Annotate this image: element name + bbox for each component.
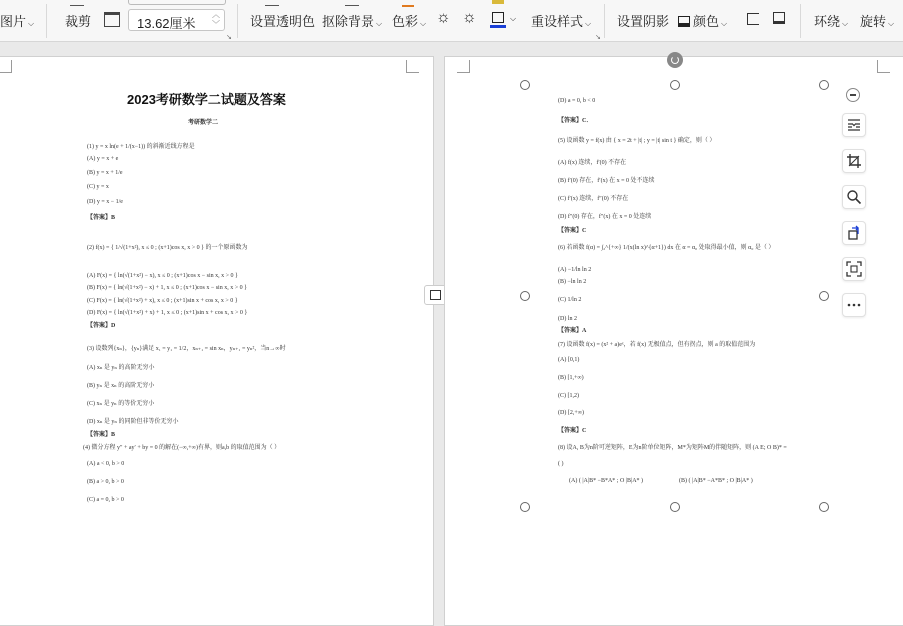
- option-line: (A) [0,1): [558, 357, 580, 363]
- question-line: (2) f(x) = { 1/√(1+x²), x ≤ 0 ; (x+1)cos x, x > 0 } 的一个原函数为: [87, 245, 248, 251]
- set-shadow-button[interactable]: [617, 11, 669, 30]
- resize-handle-s[interactable]: [670, 502, 680, 512]
- zoom-icon: [846, 189, 862, 205]
- page-subtitle: 考研数学二: [188, 120, 219, 126]
- resize-handle-ne[interactable]: [819, 80, 829, 90]
- color-icon-top: [492, 0, 504, 4]
- question-line: (4) 微分方程 y″ + ay′ + by = 0 的解在(−∞,+∞)有界，则a,b 的取值范围为（ ）: [83, 445, 281, 451]
- remove-bg-label: 抠除背景: [322, 14, 375, 29]
- divider: [237, 4, 238, 38]
- option-line: (D) f″(0) 存在，f″(x) 在 x = 0 处连续: [558, 214, 652, 220]
- color-menu[interactable]: [392, 11, 426, 30]
- answer-line: 【答案】D: [87, 323, 116, 329]
- transparent-label: 设置透明色: [250, 14, 316, 29]
- size-value: 13.62厘米: [137, 16, 196, 31]
- option-line: (A) F(x) = { ln(√(1+x²) − x), x ≤ 0 ; (x+1)cos x − sin x, x > 0 }: [87, 273, 238, 279]
- minus-icon: [850, 94, 856, 96]
- chevron-down-icon: ⌵: [842, 19, 849, 28]
- divider: [46, 4, 47, 38]
- wrap-menu[interactable]: [814, 11, 848, 30]
- more-icon: [846, 297, 862, 313]
- option-line: (C) xₙ 是 yₙ 的等价无穷小: [87, 401, 155, 407]
- palette-icon-top: [402, 0, 414, 7]
- answer-line: 【答案】C: [558, 228, 587, 234]
- outline-icon: [492, 12, 504, 23]
- question-line: (7) 设函数 f(x) = (x² + a)eˣ，若 f(x) 无极值点，但有拐点，则 a 的取值范围为: [558, 342, 756, 348]
- screenshot-icon: [846, 261, 862, 277]
- option-line: (C) 1/ln 2: [558, 297, 582, 303]
- chevron-down-icon: ⌵: [28, 19, 35, 28]
- reset-style-button[interactable]: [531, 11, 591, 30]
- question-line: (1) y = x ln(e + 1/(x−1)) 的斜渐近线方程是: [87, 144, 195, 150]
- color-label: 色彩: [392, 14, 419, 29]
- wrap-label: 环绕: [814, 14, 841, 29]
- ribbon-toolbar: [0, 0, 903, 42]
- option-line: (C) F(x) = { ln(√(1+x²) + x), x ≤ 0 ; (x+1)sin x + cos x, x > 0 }: [87, 298, 238, 304]
- rotate-icon: [671, 56, 679, 64]
- resize-handle-w[interactable]: [520, 291, 530, 301]
- option-line: (C) y = x: [87, 184, 109, 190]
- wrap-text-icon: [846, 117, 862, 133]
- crop-icon: [846, 153, 862, 169]
- remove-background-button[interactable]: [322, 11, 382, 30]
- chevron-down-icon: ⌵: [721, 19, 728, 28]
- chevron-down-icon: ⌵: [888, 19, 895, 28]
- resize-handle-se[interactable]: [819, 502, 829, 512]
- option-line: (B) f′(0) 存在，f′(x) 在 x = 0 处不连续: [558, 178, 655, 184]
- option-line: ( ): [558, 461, 564, 467]
- option-line: (D) xₙ 是 yₙ 的同阶但非等价无穷小: [87, 419, 179, 425]
- question-line: (5) 设函数 y = f(x) 由 { x = 2t + |t| ; y = |t| sin t } 确定，则（ ）: [558, 138, 716, 144]
- send-backward-icon[interactable]: [773, 12, 785, 24]
- size-height-icon: [104, 12, 120, 27]
- answer-line: 【答案】C．: [558, 118, 593, 124]
- brightness-down-icon[interactable]: ☼: [462, 9, 477, 26]
- rotate-icon: [846, 225, 862, 241]
- resize-handle-e[interactable]: [819, 291, 829, 301]
- chevron-down-icon: ⌵: [376, 19, 383, 28]
- option-line: (C) [1,2): [558, 393, 579, 399]
- option-line: (B) [1,+∞): [558, 375, 584, 381]
- crop-icon-top: [70, 0, 84, 6]
- option-line: (A) f(x) 连续，f′(0) 不存在: [558, 160, 627, 166]
- answer-line: 【答案】A: [558, 328, 587, 334]
- question-line: (3) 设数列{xₙ}，{yₙ}满足 x₁ = y₁ = 1/2，xₙ₊₁ = sin xₙ，yₙ₊₁ = yₙ²，当n→∞时: [87, 346, 286, 352]
- resize-handle-n[interactable]: [670, 80, 680, 90]
- option-line: (C) a = 0, b > 0: [87, 497, 124, 503]
- page-corner-mark: [877, 60, 890, 73]
- divider: [604, 4, 605, 38]
- fill-color-icon: [678, 16, 690, 27]
- crop-tool-button[interactable]: [842, 149, 866, 173]
- wrap-text-button[interactable]: [842, 113, 866, 137]
- brush-icon-top: [265, 0, 279, 6]
- resize-icon-top: [128, 0, 226, 5]
- option-line: (C) f′(x) 连续，f″(0) 不存在: [558, 196, 629, 202]
- rotate-menu[interactable]: [860, 11, 894, 30]
- more-button[interactable]: [842, 293, 866, 317]
- crop-label: 裁剪: [65, 14, 92, 29]
- fill-color-menu[interactable]: [678, 11, 727, 30]
- eraser-icon-top: [345, 0, 359, 6]
- option-line: (D) [2,+∞): [558, 410, 584, 416]
- reset-style-label: 重设样式: [531, 14, 584, 29]
- option-line: (D) y = x − 1/e: [87, 199, 123, 205]
- chevron-down-icon: ⌵: [510, 14, 517, 23]
- chevron-down-icon: ⌵: [585, 19, 592, 28]
- dialog-launcher-icon[interactable]: ↘: [226, 34, 232, 41]
- zoom-button[interactable]: [842, 185, 866, 209]
- answer-line: 【答案】B: [87, 432, 116, 438]
- brightness-up-icon[interactable]: ☼: [436, 9, 451, 26]
- dialog-launcher-icon[interactable]: ↘: [595, 34, 601, 41]
- question-line: (6) 若函数 f(α) = ∫₂^{+∞} 1/(x(ln x)^{α+1}) dx 在 α = α₀ 处取得最小值，则 α₀ 是（ ）: [558, 245, 775, 251]
- option-line: (B) yₙ 是 xₙ 的高阶无穷小: [87, 383, 155, 389]
- rotate-handle[interactable]: [667, 52, 683, 68]
- page-corner-mark: [457, 60, 470, 73]
- set-transparent-button[interactable]: [250, 11, 315, 30]
- bring-forward-icon[interactable]: [747, 13, 759, 25]
- shadow-label: 设置阴影: [617, 14, 670, 29]
- page-corner-mark: [406, 60, 419, 73]
- accent-bar: [490, 25, 506, 28]
- layout-icon: [430, 290, 441, 300]
- option-line: (B) −ln ln 2: [558, 279, 587, 285]
- option-line: (B) a > 0, b > 0: [87, 479, 124, 485]
- answer-line: 【答案】B: [87, 215, 116, 221]
- option-line: (A) xₙ 是 yₙ 的高阶无穷小: [87, 365, 155, 371]
- page-title: 2023考研数学二试题及答案: [127, 92, 286, 107]
- option-line: (D) a = 0, b < 0: [558, 98, 596, 104]
- option-line: (A) y = x + e: [87, 156, 119, 162]
- option-line: (D) F(x) = { ln(√(1+x²) + x) + 1, x ≤ 0 ; (x+1)sin x + cos x, x > 0 }: [87, 310, 248, 316]
- option-line: (B) ( |A|B* −A*B* ; O |B|A* ): [679, 478, 753, 484]
- answer-line: 【答案】C: [558, 428, 587, 434]
- size-input[interactable]: [128, 9, 225, 31]
- collapse-toolbar-button[interactable]: [846, 88, 860, 102]
- resize-handle-nw[interactable]: [520, 80, 530, 90]
- spinner-icon[interactable]: ︿ ﹀: [212, 10, 220, 29]
- selection-box: [525, 85, 827, 509]
- picture-label: 图片: [0, 14, 27, 29]
- option-line: (B) F(x) = { ln(√(1+x²) − x) + 1, x ≤ 0 ; (x+1)cos x − sin x, x > 0 }: [87, 285, 247, 291]
- option-line: (D) ln 2: [558, 316, 577, 322]
- line-color-button[interactable]: [490, 11, 520, 31]
- rotate-label: 旋转: [860, 14, 887, 29]
- crop-button[interactable]: [65, 11, 91, 30]
- picture-menu[interactable]: [0, 11, 34, 30]
- page-corner-mark: [0, 60, 12, 73]
- option-line: (A) a < 0, b > 0: [87, 461, 125, 467]
- left-page[interactable]: [0, 56, 434, 626]
- option-line: (A) ( |A|B* −B*A* ; O |B|A* ): [569, 478, 644, 484]
- divider: [800, 4, 801, 38]
- resize-handle-sw[interactable]: [520, 502, 530, 512]
- option-line: (A) −1/ln ln 2: [558, 267, 592, 273]
- screenshot-button[interactable]: [842, 257, 866, 281]
- option-line: (B) y = x + 1/e: [87, 170, 123, 176]
- rotate-button[interactable]: [842, 221, 866, 245]
- fill-color-label: 颜色: [693, 14, 720, 29]
- document-canvas[interactable]: [0, 42, 903, 617]
- question-line: (8) 设A, B为n阶可逆矩阵，E为n阶单位矩阵，M*为矩阵M的伴随矩阵，则 (A E; O B)* =: [558, 445, 787, 451]
- chevron-down-icon: ⌵: [420, 19, 427, 28]
